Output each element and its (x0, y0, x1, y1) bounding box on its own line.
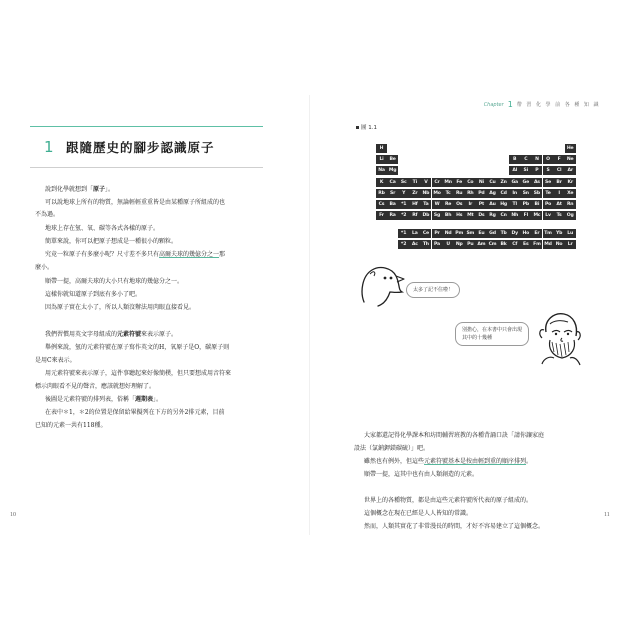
page-number-left: 10 (10, 512, 16, 518)
body-text-span: 究竟一粒原子有多麼小呢？尺寸差不多只有 (45, 251, 160, 258)
element-cell: Ni (476, 178, 487, 187)
element-cell: Fl (520, 211, 531, 220)
element-cell: Al (509, 166, 520, 175)
element-cell: Sm (466, 231, 475, 237)
element-cell: Cs (376, 200, 387, 209)
body-line: 這樣你就知道原子到底有多小了吧。 (45, 291, 142, 298)
element-cell: Fe (454, 178, 465, 187)
element-cell: Md (544, 242, 552, 248)
body-line: 地球上存在氫、氧、碳等各式各樣的原子。 (45, 225, 160, 232)
element-cell: Cr (432, 178, 443, 187)
element-cell: Pd (476, 189, 487, 198)
element-cell: Pm (455, 231, 464, 237)
element-cell: Se (543, 178, 554, 187)
element-cell: O (543, 155, 554, 164)
element-cell: Es (520, 240, 531, 249)
element-cell: At (554, 200, 565, 209)
element-cell: Pr (432, 229, 443, 238)
element-cell: Ar (565, 166, 576, 175)
body-line: 是用C來表示。 (35, 357, 76, 364)
body-text-span: 」。 (105, 186, 115, 193)
body-line: 用元素符號來表示原子，這件事聽起來好像簡樸，但只要想成用音符來 (45, 370, 232, 377)
chapter-title: 跟隨歷史的腳步認識原子 (66, 140, 215, 155)
element-cell: Ac (409, 240, 420, 249)
element-cell: La (409, 229, 420, 238)
element-cell: P (531, 166, 542, 175)
body-line: 順帶一提，高爾夫球的大小只有地球的幾億分之一。 (45, 278, 184, 285)
body-text-span: 來表示原子。 (141, 331, 178, 338)
underlined-phrase: 元素符號基本是按由輕到重的順序排列 (424, 458, 527, 465)
element-cell: F (554, 155, 565, 164)
bold-term: 原子 (93, 186, 106, 193)
scientist-bubble-line-1: 別擔心，在本書中只會出現 (462, 327, 523, 333)
element-cell: Bk (498, 240, 509, 249)
body-line: 麼小。 (35, 264, 54, 271)
element-cell: Au (487, 200, 498, 209)
element-cell: Li (376, 155, 387, 164)
element-cell: Ra (387, 211, 398, 220)
chapter-number: 1 (44, 138, 54, 156)
element-cell: Tl (509, 200, 520, 209)
element-cell: K (376, 178, 387, 187)
figure-label: 圖 1.1 (356, 123, 377, 131)
element-cell: Fr (376, 211, 387, 220)
element-cell: Sg (432, 211, 443, 220)
element-cell: N (531, 155, 542, 164)
body-line (45, 396, 162, 404)
element-cell: Rg (487, 211, 498, 220)
bird-speech-bubble: 太多了記不住啦！ (406, 282, 460, 298)
element-cell: Br (554, 178, 565, 187)
element-cell: B (509, 155, 520, 164)
element-cell: Y (398, 189, 409, 198)
element-cell: Tb (498, 229, 509, 238)
element-cell: Co (465, 178, 476, 187)
element-cell: Hf (409, 200, 420, 209)
body-line: 標示肉眼看不見的聲音，應該就想好理解了。 (35, 383, 156, 390)
element-cell: Mg (388, 168, 397, 174)
page-number-right: 11 (604, 512, 610, 518)
element-cell: Re (443, 200, 454, 209)
element-cell: Er (531, 229, 542, 238)
body-line: 大家都還記得化學課本和坊間輔習班教的各種背誦口訣「請你讓家庭 (364, 432, 545, 439)
series-tag: *1 (398, 229, 409, 238)
element-cell: Ce (420, 229, 431, 238)
body-text-span: 那 (219, 251, 226, 258)
element-cell: Mn (444, 179, 452, 185)
body-line: 不為過。 (35, 211, 60, 218)
element-cell: Ti (409, 178, 420, 187)
running-head-chapter-number: 1 (507, 100, 513, 109)
element-cell: W (432, 200, 443, 209)
element-cell: Am (477, 242, 486, 248)
body-line: 已知的元素一共有118種。 (35, 422, 107, 429)
element-cell: Lu (565, 229, 576, 238)
element-cell: Sr (387, 189, 398, 198)
element-cell: Lr (565, 240, 576, 249)
body-line: 設法（氯鈉鉀鎂碳硫）」吧。 (354, 445, 430, 452)
element-cell: *2 (398, 211, 409, 220)
element-cell: He (565, 144, 576, 153)
body-line (45, 186, 114, 194)
element-cell: Ca (387, 178, 398, 187)
element-cell: Cu (487, 178, 498, 187)
element-cell: Db (420, 211, 431, 220)
element-cell: Ba (387, 200, 398, 209)
scientist-speech-bubble (455, 322, 529, 346)
element-cell: Mc (531, 211, 542, 220)
element-cell: Fm (533, 242, 541, 248)
element-cell: Xe (565, 189, 576, 198)
element-cell: H (376, 144, 387, 153)
element-cell: Rn (565, 200, 576, 209)
element-cell: Eu (476, 229, 487, 238)
bold-term: 週期表 (135, 396, 154, 403)
chapter-heading (30, 126, 263, 168)
element-cell: Zn (498, 178, 509, 187)
element-cell: Ag (487, 189, 498, 198)
element-cell: Ir (465, 200, 476, 209)
element-cell: In (509, 189, 520, 198)
element-cell: Na (376, 166, 387, 175)
element-cell: Gd (487, 229, 498, 238)
element-cell: Sn (520, 189, 531, 198)
body-text-span: 」。 (153, 396, 163, 403)
element-cell: Yb (554, 229, 565, 238)
element-cell: Th (420, 240, 431, 249)
element-cell: Lv (543, 211, 554, 220)
element-cell: Mt (465, 211, 476, 220)
element-cell: Og (565, 211, 576, 220)
element-cell: Pu (465, 240, 476, 249)
element-cell: Ds (476, 211, 487, 220)
element-cell: Cn (498, 211, 509, 220)
body-line (45, 331, 177, 339)
element-cell: Nb (420, 189, 431, 198)
element-cell: C (520, 155, 531, 164)
element-cell: Ru (454, 189, 465, 198)
element-cell: Ge (520, 178, 531, 187)
scientist-illustration (536, 310, 582, 366)
element-cell: V (420, 178, 431, 187)
element-cell: Nd (443, 229, 454, 238)
running-head-chapter-label: Chapter (483, 101, 504, 108)
body-line: 然而，人類其實花了非常漫長的時間，才好不容易建立了這個概念。 (364, 523, 545, 530)
element-cell: Dy (509, 229, 520, 238)
body-text-span: 說到化學就想到「 (45, 186, 94, 193)
element-cell: Nh (509, 211, 520, 220)
body-line: 因為原子實在太小了，所以人類沒辦法用肉眼直接看見。 (45, 304, 196, 311)
bird-illustration (358, 262, 406, 308)
element-cell: Pa (432, 240, 443, 249)
element-cell: Ts (554, 211, 565, 220)
element-cell: As (531, 178, 542, 187)
body-line (364, 458, 532, 466)
underlined-phrase: 高爾夫球的幾億分之一 (159, 251, 220, 258)
body-line: 簡單來說，你可以把原子想成是一種很小的顆粒。 (45, 238, 178, 245)
element-cell: Hg (498, 200, 509, 209)
element-cell: Rh (465, 189, 476, 198)
element-cell: *1 (398, 200, 409, 209)
body-line: 順帶一提，這其中也有由人類創造的元素。 (364, 471, 479, 478)
element-cell: S (543, 166, 554, 175)
element-cell: Kr (565, 178, 576, 187)
element-cell: Cf (509, 240, 520, 249)
element-cell: Zr (409, 189, 420, 198)
element-cell: Te (543, 189, 554, 198)
element-cell: Ta (420, 200, 431, 209)
scientist-bubble-line-2: 其中的十幾種 (462, 335, 493, 341)
running-head-title: 帶 習 化 學 前 各 種 知 識 (516, 102, 600, 108)
element-cell: No (554, 240, 565, 249)
body-line: 世界上的各種物質，都是由這些元素符號所代表的原子組成的。 (364, 497, 533, 504)
element-cell: U (443, 240, 454, 249)
body-text-span: 我們習慣用英文字母組成的 (45, 331, 118, 338)
bold-term: 元素符號 (117, 331, 142, 338)
element-cell: Sb (531, 189, 542, 198)
body-line: 這個概念在現在已經是人人皆知的常識。 (364, 510, 473, 517)
element-cell: Bi (531, 200, 542, 209)
body-line (45, 251, 225, 259)
element-cell: Sc (398, 178, 409, 187)
body-text-span: 雖然也有例外，但這些 (364, 458, 425, 465)
element-cell: Ga (509, 178, 520, 187)
element-cell: Os (454, 200, 465, 209)
element-cell: Pt (476, 200, 487, 209)
running-head (484, 100, 600, 109)
element-cell: Rf (409, 211, 420, 220)
element-cell: Tc (443, 189, 454, 198)
body-line: 舉例來說，氫的元素符號在原子寫作英文的H，氧原子是O，碳原子則 (45, 344, 230, 351)
element-cell: Si (520, 166, 531, 175)
element-cell: Cm (488, 242, 497, 248)
element-cell: Mo (433, 190, 441, 196)
body-line: 可以說地球上所有的物質，無論輕輕重重皆是由某種原子所組成的也 (45, 199, 226, 206)
element-cell: Pb (520, 200, 531, 209)
body-line: 在表中＊1，＊2的位置是保留給畢擬列在下方的另外2排元素，目前 (45, 409, 225, 416)
element-cell: Be (387, 155, 398, 164)
body-text-span: 後圖是元素符號的排列表，俗稱「 (45, 396, 136, 403)
element-cell: Ne (565, 155, 576, 164)
element-cell: Cl (554, 166, 565, 175)
element-cell: Cd (498, 189, 509, 198)
element-cell: Hs (454, 211, 465, 220)
element-cell: Np (454, 240, 465, 249)
element-cell: Ho (520, 229, 531, 238)
element-cell: Bh (443, 211, 454, 220)
element-cell: I (554, 189, 565, 198)
element-cell: Tm (544, 231, 552, 237)
element-cell: Rb (376, 189, 387, 198)
body-text-span: 。 (526, 458, 533, 465)
element-cell: Po (543, 200, 554, 209)
series-tag: *2 (398, 240, 409, 249)
